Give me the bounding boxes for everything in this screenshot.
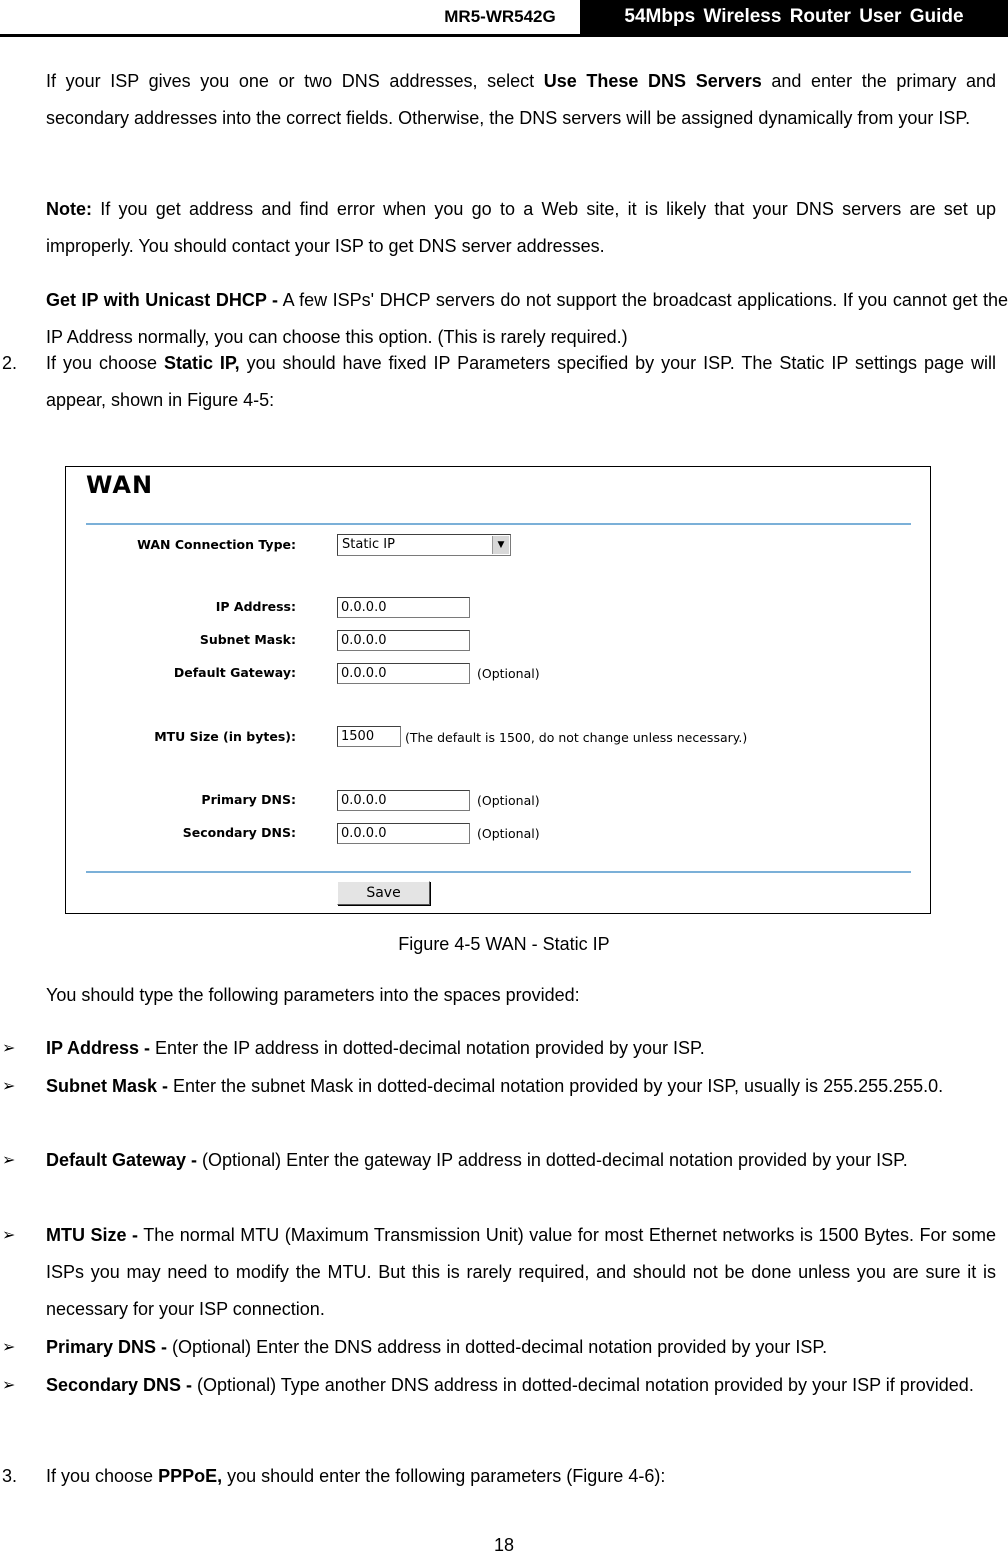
gateway-field[interactable]: 0.0.0.0 bbox=[337, 663, 470, 684]
subnet-mask-field[interactable]: 0.0.0.0 bbox=[337, 630, 470, 651]
conn-type-select[interactable]: Static IP ▼ bbox=[337, 534, 511, 556]
mtu-field[interactable]: 1500 bbox=[337, 726, 401, 747]
ip-address-label: IP Address: bbox=[215, 599, 296, 614]
conn-type-label: WAN Connection Type: bbox=[137, 537, 296, 552]
wan-title: WAN bbox=[86, 471, 154, 499]
header-rule bbox=[0, 34, 1008, 37]
secondary-dns-label: Secondary DNS: bbox=[182, 825, 296, 840]
bullet-mtu-size: MTU Size - The normal MTU (Maximum Transmission Unit) value for most Ethernet networks is 1500 Bytes. For some ISPs you may need to modify the MTU. But this is rarely required, and should not be done unless you are sure it is necessary for your ISP connection. bbox=[46, 1225, 996, 1319]
chevron-down-icon[interactable]: ▼ bbox=[492, 536, 509, 554]
bullet-default-gateway: Default Gateway - (Optional) Enter the gateway IP address in dotted-decimal notation provided by your ISP. bbox=[46, 1150, 908, 1170]
mtu-hint: (The default is 1500, do not change unless necessary.) bbox=[405, 730, 748, 745]
wan-figure bbox=[65, 466, 931, 914]
header-guide-title: 54Mbps Wireless Router User Guide bbox=[580, 0, 1008, 34]
bottom-divider bbox=[86, 871, 911, 873]
params-intro: You should type the following parameters into the spaces provided: bbox=[46, 985, 580, 1005]
gateway-hint: (Optional) bbox=[477, 666, 540, 681]
header-model: MR5-WR542G bbox=[444, 7, 556, 26]
unicast-paragraph: Get IP with Unicast DHCP - A few ISPs' DHCP servers do not support the broadcast applications. If you cannot get the IP Address normally, you can choose this option. (This is rarely required.) bbox=[46, 290, 1008, 347]
bullet-marker-icon: ➢ bbox=[2, 1152, 16, 1169]
item3-paragraph: If you choose PPPoE, you should enter the following parameters (Figure 4-6): bbox=[46, 1466, 666, 1486]
ip-address-field[interactable]: 0.0.0.0 bbox=[337, 597, 470, 618]
figure-caption: Figure 4-5 WAN - Static IP bbox=[398, 934, 610, 954]
primary-dns-label: Primary DNS: bbox=[201, 792, 296, 807]
bullet-marker-icon: ➢ bbox=[2, 1078, 16, 1095]
top-divider bbox=[86, 523, 911, 525]
primary-dns-field[interactable]: 0.0.0.0 bbox=[337, 790, 470, 811]
note-paragraph: Note: If you get address and find error when you go to a Web site, it is likely that your DNS servers are set up improperly. You should contact your ISP to get DNS server addresses. bbox=[46, 199, 996, 256]
primary-dns-hint: (Optional) bbox=[477, 793, 540, 808]
page-number: 18 bbox=[493, 1535, 515, 1555]
bullet-secondary-dns: Secondary DNS - (Optional) Type another DNS address in dotted-decimal notation provided by your ISP if provided. bbox=[46, 1375, 974, 1395]
bullet-subnet-mask: Subnet Mask - Enter the subnet Mask in dotted-decimal notation provided by your ISP, usually is 255.255.255.0. bbox=[46, 1076, 944, 1096]
bullet-primary-dns: Primary DNS - (Optional) Enter the DNS address in dotted-decimal notation provided by your ISP. bbox=[46, 1337, 828, 1357]
gateway-label: Default Gateway: bbox=[173, 665, 296, 680]
bullet-marker-icon: ➢ bbox=[2, 1227, 16, 1244]
bullet-ip-address: IP Address - Enter the IP address in dotted-decimal notation provided by your ISP. bbox=[46, 1038, 705, 1058]
secondary-dns-hint: (Optional) bbox=[477, 826, 540, 841]
mtu-label: MTU Size (in bytes): bbox=[154, 729, 296, 744]
subnet-mask-label: Subnet Mask: bbox=[199, 632, 296, 647]
item2-paragraph: If you choose Static IP, you should have fixed IP Parameters specified by your ISP. The Static IP settings page will appear, shown in Figure 4-5: bbox=[46, 353, 996, 410]
bullet-marker-icon: ➢ bbox=[2, 1377, 16, 1394]
dns-intro-paragraph: If your ISP gives you one or two DNS addresses, select Use These DNS Servers and enter the primary and secondary addresses into the correct fields. Otherwise, the DNS servers will be assigned dynamically from your ISP. bbox=[46, 71, 996, 128]
bullet-marker-icon: ➢ bbox=[2, 1339, 16, 1356]
item3-number: 3. bbox=[2, 1466, 18, 1486]
secondary-dns-field[interactable]: 0.0.0.0 bbox=[337, 823, 470, 844]
save-button[interactable]: Save bbox=[337, 881, 430, 905]
bullet-marker-icon: ➢ bbox=[2, 1040, 16, 1057]
item2-number: 2. bbox=[2, 353, 18, 373]
